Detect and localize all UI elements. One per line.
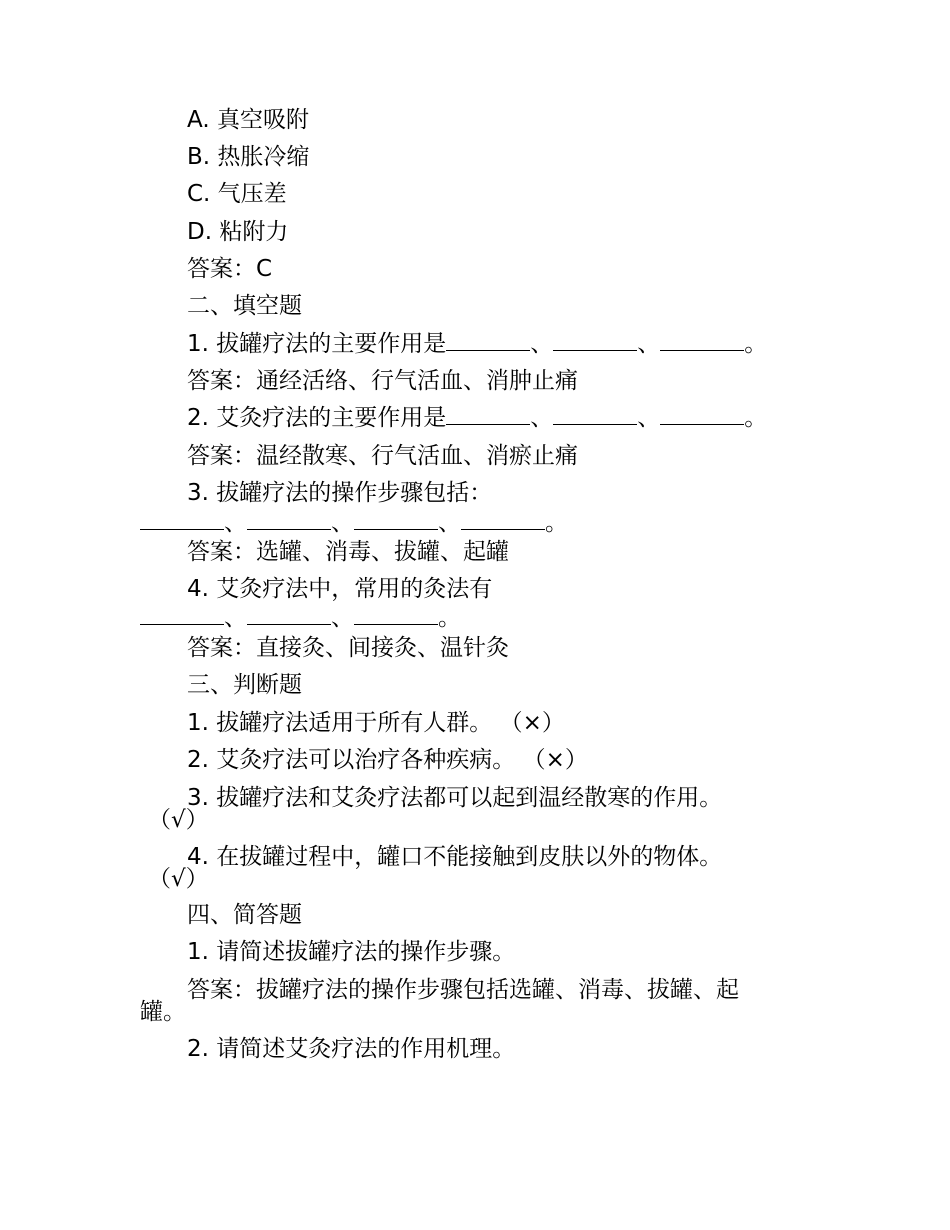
short-question-2: 2. 请简述艾灸疗法的作用机理。: [187, 1036, 516, 1062]
tf-question-4-mark: （√）: [148, 866, 209, 892]
blank: [553, 406, 637, 425]
short-answer-1-line2: 罐。: [140, 999, 186, 1025]
blank: [247, 606, 331, 625]
fill-answer-1: 答案：通经活络、行气活血、消肿止痛: [187, 368, 578, 394]
tf-question-4: 4. 在拔罐过程中，罐口不能接触到皮肤以外的物体。: [187, 844, 723, 870]
section-heading-true-false: 三、判断题: [187, 672, 302, 698]
separator: 、: [331, 605, 354, 631]
fill-answer-3: 答案：选罐、消毒、拔罐、起罐: [187, 539, 509, 565]
fill-question-2: [187, 405, 767, 431]
blank: [354, 511, 438, 530]
blank: [247, 511, 331, 530]
short-answer-1-line1: 答案：拔罐疗法的操作步骤包括选罐、消毒、拔罐、起: [187, 977, 739, 1003]
end-mark: 。: [438, 605, 461, 631]
tf-question-3-mark: （√）: [148, 807, 209, 833]
option-a: A. 真空吸附: [187, 107, 309, 133]
separator: 、: [438, 510, 461, 536]
short-question-1: 1. 请简述拔罐疗法的操作步骤。: [187, 939, 516, 965]
fill-question-1: [187, 331, 767, 357]
end-mark: 。: [545, 510, 568, 536]
fill-question-1-stem: 1. 拔罐疗法的主要作用是: [187, 331, 447, 357]
fill-question-3-stem: 3. 拔罐疗法的操作步骤包括：: [187, 480, 493, 506]
separator: 、: [224, 605, 247, 631]
blank: [553, 332, 637, 351]
separator: 、: [530, 331, 554, 357]
option-c: C. 气压差: [187, 181, 287, 207]
fill-question-4-blanks: [140, 605, 461, 631]
blank: [461, 511, 545, 530]
fill-answer-2: 答案：温经散寒、行气活血、消瘀止痛: [187, 443, 578, 469]
blank: [660, 332, 744, 351]
blank: [446, 332, 530, 351]
blank: [140, 606, 224, 625]
separator: 、: [637, 331, 661, 357]
blank: [446, 406, 530, 425]
option-d: D. 粘附力: [187, 219, 289, 245]
option-b: B. 热胀冷缩: [187, 144, 310, 170]
end-mark: 。: [744, 405, 768, 431]
fill-answer-4: 答案：直接灸、间接灸、温针灸: [187, 635, 509, 661]
fill-question-2-stem: 2. 艾灸疗法的主要作用是: [187, 405, 447, 431]
separator: 、: [637, 405, 661, 431]
fill-question-3-blanks: [140, 510, 568, 536]
tf-question-2: 2. 艾灸疗法可以治疗各种疾病。 （×）: [187, 747, 588, 773]
blank: [354, 606, 438, 625]
tf-question-3: 3. 拔罐疗法和艾灸疗法都可以起到温经散寒的作用。: [187, 785, 723, 811]
separator: 、: [331, 510, 354, 536]
blank: [660, 406, 744, 425]
separator: 、: [224, 510, 247, 536]
fill-question-4-stem: 4. 艾灸疗法中，常用的灸法有: [187, 576, 493, 602]
separator: 、: [530, 405, 554, 431]
tf-question-1: 1. 拔罐疗法适用于所有人群。 （×）: [187, 710, 565, 736]
section-heading-short-answer: 四、简答题: [187, 902, 302, 928]
blank: [140, 511, 224, 530]
end-mark: 。: [744, 331, 768, 357]
choice-answer: 答案：C: [187, 256, 273, 282]
section-heading-fill-blank: 二、填空题: [187, 293, 302, 319]
